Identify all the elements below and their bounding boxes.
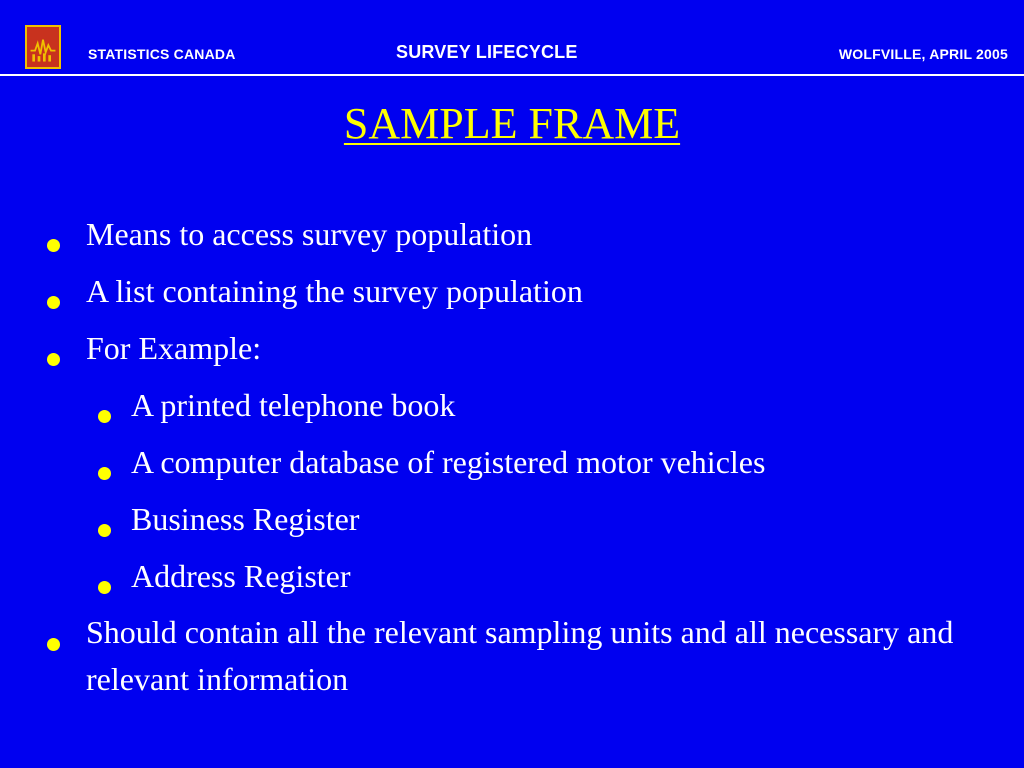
bullet-dot-icon — [98, 581, 111, 594]
header-presentation-title: SURVEY LIFECYCLE — [396, 42, 578, 62]
bullet-item — [0, 267, 976, 315]
bullet-text: For Example: — [86, 330, 262, 366]
slide-header — [0, 0, 1024, 76]
bullet-dot-icon — [47, 239, 60, 252]
bullet-dot-icon — [98, 410, 111, 423]
bullet-item — [0, 324, 976, 372]
bullet-text: Means to access survey population — [86, 216, 533, 252]
sub-bullet-item — [0, 381, 976, 429]
bullet-item — [0, 210, 976, 258]
slide-title: SAMPLE FRAME — [343, 99, 681, 148]
bullet-dot-icon — [47, 353, 60, 366]
bullet-dot-icon — [47, 296, 60, 309]
bullet-item — [0, 609, 976, 703]
sub-bullet-item — [0, 495, 976, 543]
header-organization: STATISTICS CANADA — [88, 46, 236, 62]
header-location-date: WOLFVILLE, APRIL 2005 — [838, 46, 1008, 62]
bullet-dot-icon — [98, 467, 111, 480]
sub-bullet-item — [0, 438, 976, 486]
bullet-list — [0, 210, 1024, 712]
bullet-text: Business Register — [131, 501, 360, 537]
bullet-dot-icon — [47, 638, 60, 651]
bullet-text: A list containing the survey population — [86, 273, 583, 309]
header-divider — [0, 74, 1024, 76]
bullet-dot-icon — [98, 524, 111, 537]
sub-bullet-item — [0, 552, 976, 600]
statistics-canada-logo-icon — [25, 25, 61, 69]
bullet-text: Address Register — [131, 558, 351, 594]
bullet-text: A printed telephone book — [131, 387, 456, 423]
bullet-text: Should contain all the relevant sampling units and all necessary and relevant information — [86, 614, 954, 697]
bullet-text: A computer database of registered motor vehicles — [131, 444, 766, 480]
